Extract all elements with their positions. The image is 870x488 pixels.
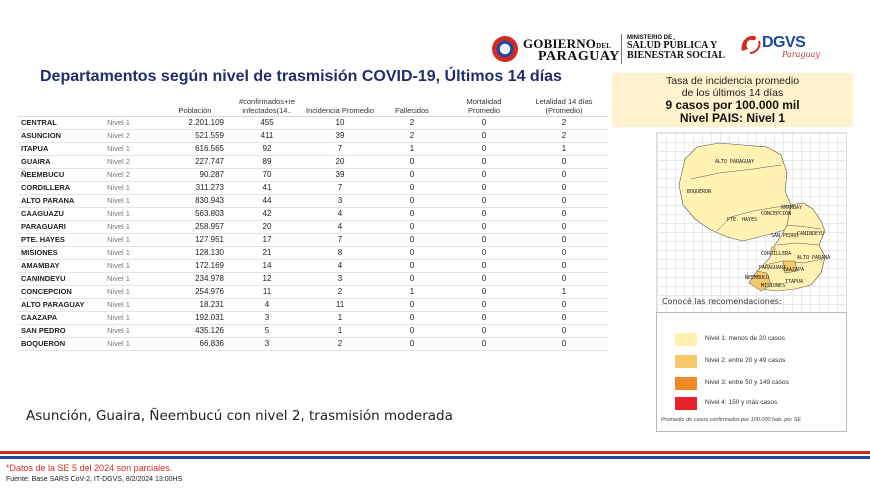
cell-incidencia: 11 (304, 298, 376, 311)
legend-swatch-nivel-4 (675, 397, 697, 410)
cell-poblacion: 192.031 (160, 311, 230, 324)
map-label-neembucu: ÑEEMBUCU (745, 275, 770, 281)
cell-departamento: ALTO PARAGUAY (18, 298, 104, 311)
cell-fallecidos: 2 (376, 116, 448, 129)
cell-nivel: Nivel 2 (104, 155, 160, 168)
cell-infectados: 3 (230, 311, 304, 324)
cell-fallecidos: 0 (376, 311, 448, 324)
legend-label-nivel-3: Nivel 3: entre 50 y 149 casos (705, 379, 789, 386)
cell-fallecidos: 0 (376, 181, 448, 194)
cell-mortalidad: 0 (448, 220, 520, 233)
cell-letalidad: 0 (520, 233, 608, 246)
cell-fallecidos: 1 (376, 142, 448, 155)
header-infectados: #confirmados+re infectados(14.. (230, 88, 304, 116)
table-row (18, 155, 608, 168)
cell-nivel: Nivel 1 (104, 324, 160, 337)
cell-fallecidos: 0 (376, 259, 448, 272)
cell-infectados: 41 (230, 181, 304, 194)
cell-mortalidad: 0 (448, 155, 520, 168)
table-row (18, 272, 608, 285)
cell-nivel: Nivel 1 (104, 116, 160, 129)
cell-fallecidos: 2 (376, 129, 448, 142)
map-label-itapua: ITAPUA (785, 279, 804, 285)
cell-departamento: CAAZAPA (18, 311, 104, 324)
cell-incidencia: 2 (304, 285, 376, 298)
dgvs-name: DGVS (762, 34, 806, 51)
cell-poblacion: 227.747 (160, 155, 230, 168)
cell-letalidad: 0 (520, 337, 608, 350)
source-note: Fuente: Base SARS CoV-2, IT-DGVS, 8/2/2024 13:00HS (6, 476, 183, 483)
cell-poblacion: 127.951 (160, 233, 230, 246)
legend-footnote: Promedio de casos confirmados por 100.000 hab. por SE (661, 417, 802, 423)
cell-mortalidad: 0 (448, 246, 520, 259)
cell-incidencia: 2 (304, 337, 376, 350)
cell-letalidad: 0 (520, 298, 608, 311)
cell-nivel: Nivel 1 (104, 181, 160, 194)
cell-nivel: Nivel 2 (104, 168, 160, 181)
table-row (18, 233, 608, 246)
cell-poblacion: 172.169 (160, 259, 230, 272)
table-row (18, 337, 608, 350)
cell-infectados: 14 (230, 259, 304, 272)
cell-letalidad: 0 (520, 155, 608, 168)
gov-line2: PARAGUAY (538, 49, 620, 64)
cell-mortalidad: 0 (448, 324, 520, 337)
table-row (18, 298, 608, 311)
table-row (18, 142, 608, 155)
legend-item-nivel-4 (675, 397, 845, 411)
legend-swatch-nivel-1 (675, 333, 697, 346)
map-label-concepcion: CONCEPCION (761, 211, 792, 217)
cell-poblacion: 234.978 (160, 272, 230, 285)
header-fallecidos: Fallecidos (376, 88, 448, 116)
cell-infectados: 44 (230, 194, 304, 207)
cell-mortalidad: 0 (448, 142, 520, 155)
cell-departamento: ALTO PARANA (18, 194, 104, 207)
cell-infectados: 89 (230, 155, 304, 168)
cell-poblacion: 563.803 (160, 207, 230, 220)
cell-nivel: Nivel 1 (104, 142, 160, 155)
header-letalidad: Letalidad 14 días (Promedio) (520, 88, 608, 116)
summary-line4: Nivel PAIS: Nivel 1 (679, 111, 786, 125)
cell-departamento: CANINDEYU (18, 272, 104, 285)
cell-letalidad: 0 (520, 181, 608, 194)
ministry-line3: BIENESTAR SOCIAL (627, 50, 725, 61)
cell-nivel: Nivel 1 (104, 246, 160, 259)
cell-letalidad: 0 (520, 259, 608, 272)
table-row (18, 220, 608, 233)
legend-item-nivel-2 (675, 355, 845, 369)
cell-incidencia: 7 (304, 181, 376, 194)
cell-nivel: Nivel 1 (104, 207, 160, 220)
cell-incidencia: 1 (304, 324, 376, 337)
header-nivel (104, 88, 160, 116)
cell-incidencia: 10 (304, 116, 376, 129)
cell-letalidad: 0 (520, 246, 608, 259)
cell-poblacion: 254.976 (160, 285, 230, 298)
cell-letalidad: 0 (520, 220, 608, 233)
cell-infectados: 70 (230, 168, 304, 181)
gobierno-logo (492, 34, 618, 64)
cell-infectados: 21 (230, 246, 304, 259)
cell-nivel: Nivel 1 (104, 298, 160, 311)
cell-departamento: ASUNCION (18, 129, 104, 142)
cell-fallecidos: 0 (376, 324, 448, 337)
cell-letalidad: 0 (520, 324, 608, 337)
dgvs-sub: Paraguay (782, 50, 820, 59)
cell-incidencia: 8 (304, 246, 376, 259)
cell-departamento: CAAGUAZU (18, 207, 104, 220)
cell-infectados: 12 (230, 272, 304, 285)
cell-departamento: ITAPUA (18, 142, 104, 155)
cell-incidencia: 39 (304, 168, 376, 181)
map-label-cordillera: CORDILLERA (761, 251, 792, 257)
map-label-amambay: AMAMBAY (781, 205, 803, 211)
cell-departamento: SAN PEDRO (18, 324, 104, 337)
flag-stripe-blue (0, 456, 870, 459)
table-header-row (18, 88, 608, 116)
cell-departamento: CENTRAL (18, 116, 104, 129)
cell-letalidad: 1 (520, 285, 608, 298)
cell-nivel: Nivel 1 (104, 272, 160, 285)
map-label-pte-hayes: PTE. HAYES (727, 217, 758, 223)
cell-mortalidad: 0 (448, 337, 520, 350)
cell-nivel: Nivel 1 (104, 220, 160, 233)
table-row (18, 207, 608, 220)
cell-letalidad: 0 (520, 194, 608, 207)
table-row (18, 116, 608, 129)
map-label-paraguari: PARAGUARI (759, 265, 787, 271)
cell-letalidad: 0 (520, 311, 608, 324)
departments-table-wrap (18, 88, 608, 351)
level-note: Asunción, Guaira, Ñeembucú con nivel 2, trasmisión moderada (26, 408, 453, 424)
cell-nivel: Nivel 1 (104, 285, 160, 298)
cell-letalidad: 0 (520, 168, 608, 181)
cell-departamento: PTE. HAYES (18, 233, 104, 246)
page-title: Departamentos según nivel de trasmisión COVID-19, Últimos 14 días (40, 68, 562, 85)
cell-poblacion: 616.565 (160, 142, 230, 155)
cell-nivel: Nivel 1 (104, 194, 160, 207)
cell-incidencia: 3 (304, 272, 376, 285)
cell-infectados: 17 (230, 233, 304, 246)
map-label-misiones: MISIONES (761, 283, 786, 289)
map-label-san-pedro: SAN PEDRO (771, 233, 799, 239)
recommendations-text: Conocé las recomendaciones: (662, 297, 782, 306)
cell-incidencia: 39 (304, 129, 376, 142)
cell-incidencia: 7 (304, 142, 376, 155)
cell-fallecidos: 0 (376, 246, 448, 259)
cell-incidencia: 4 (304, 259, 376, 272)
cell-nivel: Nivel 1 (104, 337, 160, 350)
table-row (18, 259, 608, 272)
table-row (18, 311, 608, 324)
cell-fallecidos: 1 (376, 285, 448, 298)
cell-nivel: Nivel 1 (104, 311, 160, 324)
cell-mortalidad: 0 (448, 311, 520, 324)
cell-departamento: CORDILLERA (18, 181, 104, 194)
cell-departamento: MISIONES (18, 246, 104, 259)
cell-departamento: AMAMBAY (18, 259, 104, 272)
table-row (18, 181, 608, 194)
summary-line1: Tasa de incidencia promedio (665, 75, 800, 87)
logo-divider (621, 34, 622, 64)
header-departamento (18, 88, 104, 116)
cell-infectados: 411 (230, 129, 304, 142)
cell-departamento: BOQUERON (18, 337, 104, 350)
cell-mortalidad: 0 (448, 207, 520, 220)
cell-departamento: ÑEEMBUCU (18, 168, 104, 181)
cell-infectados: 5 (230, 324, 304, 337)
legend-item-nivel-1 (675, 333, 845, 347)
national-seal-icon (492, 36, 518, 62)
cell-infectados: 3 (230, 337, 304, 350)
cell-letalidad: 0 (520, 207, 608, 220)
cell-fallecidos: 0 (376, 272, 448, 285)
cell-nivel: Nivel 1 (104, 259, 160, 272)
legend-item-nivel-3 (675, 377, 845, 391)
header-poblacion: Población (160, 88, 230, 116)
paraguay-map (657, 133, 848, 298)
dgvs-logo (738, 28, 828, 62)
cell-infectados: 20 (230, 220, 304, 233)
legend-swatch-nivel-3 (675, 377, 697, 390)
cell-infectados: 4 (230, 298, 304, 311)
header-incidencia: Incidencia Promedio (304, 88, 376, 116)
cell-fallecidos: 0 (376, 298, 448, 311)
summary-box (612, 73, 853, 127)
legend-label-nivel-4: Nivel 4: 150 y más casos (705, 399, 778, 406)
ministry-logo (627, 35, 727, 61)
cell-mortalidad: 0 (448, 194, 520, 207)
cell-poblacion: 90.287 (160, 168, 230, 181)
cell-infectados: 455 (230, 116, 304, 129)
cell-mortalidad: 0 (448, 181, 520, 194)
table-body (18, 116, 608, 350)
table-row (18, 168, 608, 181)
dgvs-mark-icon (738, 31, 764, 57)
cell-mortalidad: 0 (448, 233, 520, 246)
table-row (18, 194, 608, 207)
map-label-canindeyu: CANINDEYU (797, 231, 825, 237)
cell-fallecidos: 0 (376, 194, 448, 207)
table-row (18, 129, 608, 142)
map-label-alto-parana: ALTO PARANA (797, 255, 831, 261)
cell-poblacion: 128.130 (160, 246, 230, 259)
cell-infectados: 42 (230, 207, 304, 220)
cell-infectados: 11 (230, 285, 304, 298)
cell-mortalidad: 0 (448, 259, 520, 272)
table-row (18, 324, 608, 337)
map-label-boqueron: BOQUERON (687, 189, 712, 195)
cell-poblacion: 2.201.109 (160, 116, 230, 129)
legend-swatch-nivel-2 (675, 355, 697, 368)
ministry-line1: MINISTERIO DE (627, 35, 673, 41)
cell-mortalidad: 0 (448, 298, 520, 311)
cell-departamento: CONCEPCION (18, 285, 104, 298)
cell-fallecidos: 0 (376, 220, 448, 233)
gov-line1: GOBIERNODEL (523, 36, 612, 51)
cell-incidencia: 1 (304, 311, 376, 324)
table-row (18, 285, 608, 298)
cell-nivel: Nivel 2 (104, 129, 160, 142)
cell-letalidad: 0 (520, 272, 608, 285)
legend-label-nivel-2: Nivel 2: entre 20 y 49 casos (705, 357, 786, 364)
departments-table (18, 88, 608, 351)
cell-incidencia: 20 (304, 155, 376, 168)
cell-letalidad: 2 (520, 129, 608, 142)
ministry-line2: SALUD PÚBLICA Y (627, 40, 718, 51)
cell-poblacion: 18.231 (160, 298, 230, 311)
cell-poblacion: 521.559 (160, 129, 230, 142)
summary-line3: 9 casos por 100.000 mil (665, 98, 800, 112)
cell-fallecidos: 0 (376, 155, 448, 168)
cell-mortalidad: 0 (448, 168, 520, 181)
summary-line2: de los últimos 14 días (681, 87, 784, 99)
cell-fallecidos: 0 (376, 337, 448, 350)
cell-incidencia: 4 (304, 220, 376, 233)
cell-fallecidos: 0 (376, 207, 448, 220)
map-label-caazapa: CAAZAPA (783, 267, 805, 273)
cell-letalidad: 2 (520, 116, 608, 129)
cell-poblacion: 66.836 (160, 337, 230, 350)
cell-mortalidad: 0 (448, 272, 520, 285)
cell-incidencia: 4 (304, 207, 376, 220)
cell-mortalidad: 0 (448, 129, 520, 142)
cell-incidencia: 3 (304, 194, 376, 207)
cell-mortalidad: 0 (448, 285, 520, 298)
table-row (18, 246, 608, 259)
cell-fallecidos: 0 (376, 168, 448, 181)
partial-data-note: *Datos de la SE 5 del 2024 son parciales. (6, 463, 173, 473)
cell-letalidad: 1 (520, 142, 608, 155)
legend-label-nivel-1: Nivel 1: menos de 20 casos (705, 335, 785, 342)
cell-poblacion: 311.273 (160, 181, 230, 194)
header-mortalidad: Mortalidad Promedio (448, 88, 520, 116)
cell-mortalidad: 0 (448, 116, 520, 129)
map-label-alto-paraguay: ALTO PARAGUAY (715, 159, 755, 165)
cell-fallecidos: 0 (376, 233, 448, 246)
cell-departamento: GUAIRA (18, 155, 104, 168)
cell-poblacion: 258.957 (160, 220, 230, 233)
cell-poblacion: 830.943 (160, 194, 230, 207)
cell-departamento: PARAGUARI (18, 220, 104, 233)
cell-incidencia: 7 (304, 233, 376, 246)
cell-nivel: Nivel 1 (104, 233, 160, 246)
map-legend (656, 312, 847, 432)
cell-poblacion: 435.126 (160, 324, 230, 337)
cell-infectados: 92 (230, 142, 304, 155)
